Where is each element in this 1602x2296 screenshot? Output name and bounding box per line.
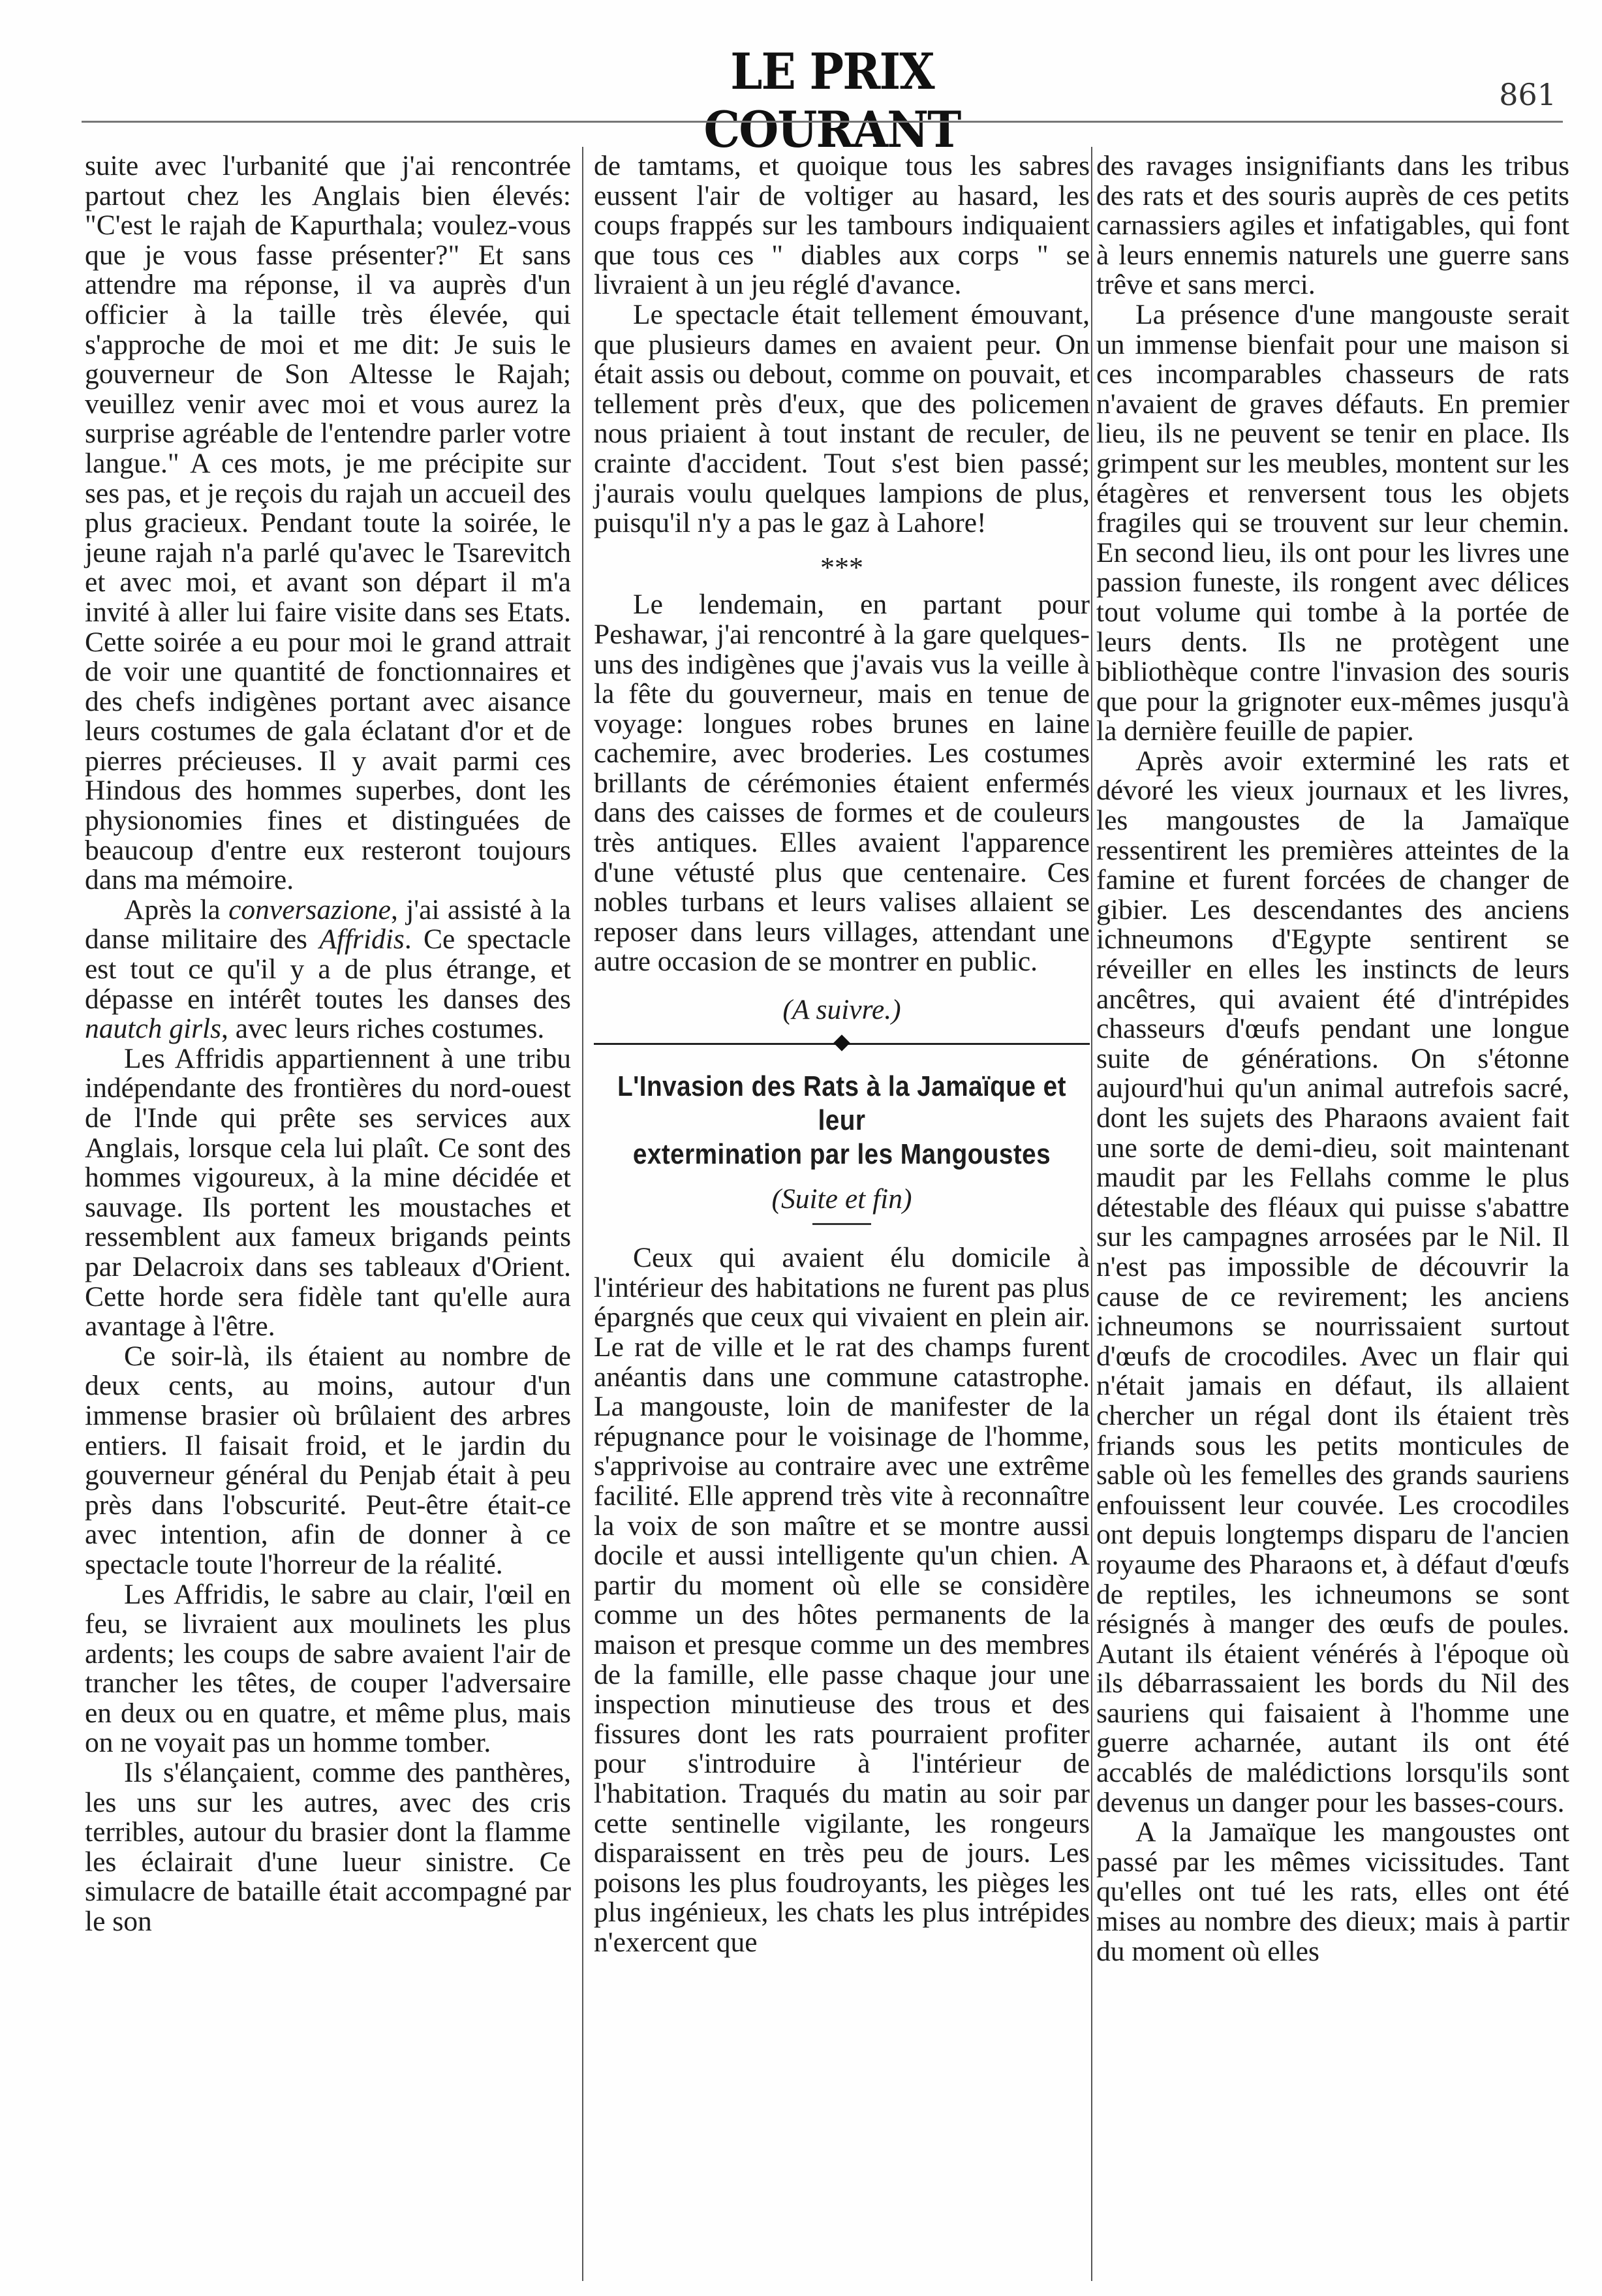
article-subtitle: (Suite et fin)	[771, 1183, 912, 1215]
text-run: , j'ai assisté à la danse militaire des	[85, 893, 571, 955]
text-run: . Ce spectacle est tout ce qu'il y a de plus étrange, et dépasse en intérêt toutes les danses des	[85, 923, 571, 1015]
paragraph: Le lendemain, en partant pour Peshawar, j'ai rencontré à la gare quelques-uns des indigènes que j'avais vus la veille à la fête du gouverneur, mais en tenue de voyage: longues robes brunes en laine cachemire, avec broderies. Les costumes brillants de cérémonies étaient enfermés dans des caisses de formes et de couleurs très antiques. Elles avaient l'apparence d'une vétusté plus que centenaire. Ces nobles turbans et leurs valises allaient se reposer dans leurs villages, attendant une autre occasion de se montrer en public.	[594, 589, 1090, 978]
paragraph: Ceux qui avaient élu domicile à l'intérieur des habitations ne furent pas plus épargnés que ceux qui vivaient en plein air. Le rat de ville et le rat des champs furent anéantis dans une commune catastrophe. La mangouste, loin de manifester de la répugnance pour le voisinage de l'homme, s'apprivoise au contraire avec une extrême facilité. Elle apprend très vite à reconnaître la voix de son maître et se montre aussi docile et aussi intelligente qu'un chien. A partir du moment où elle se considère comme un des hôtes permanents de la maison et presque comme un des membres de la famille, elle passe chaque jour une inspection minutieuse des trous et des fissures dont les rats pourraient profiter pour s'introduire à l'intérieur de l'habitation. Traqués du matin au soir par cette sentinelle vigilante, les rongeurs disparaissent en très peu de jours. Les poisons les plus foudroyants, les pièges les plus ingénieux, les chats les plus intrépides n'exercent que	[594, 1242, 1090, 1958]
column-3	[1096, 151, 1569, 1966]
paragraph: La présence d'une mangouste serait un immense bienfait pour une maison si ces incomparables chasseurs de rats n'avaient de graves défauts. En premier lieu, ils ne peuvent se tenir en place. Ils grimpent sur les meubles, montent sur les étagères et renversent tous les objets fragiles qui se trouvent sur leur chemin. En second lieu, ils ont pour les livres une passion funeste, ils rongent avec délices tout volume qui tombe à la portée de leurs dents. Ils ne protègent une bibliothèque contre l'invasion des souris que pour la grignoter eux-mêmes jusqu'à la dernière feuille de papier.	[1096, 298, 1569, 747]
paragraph: Le spectacle était tellement émouvant, que plusieurs dames en avaient peur. On était assis ou debout, comme on pouvait, et tellement près d'eux, que des policemen nous priaient à tout instant de reculer, de crainte d'accident. Tout s'est bien passé; j'aurais voulu quelques lampions de plus, puisqu'il n'y a pas le gaz à Lahore!	[594, 298, 1090, 539]
diamond-ornament-icon	[833, 1034, 850, 1051]
paragraph: des ravages insignifiants dans les tribus des rats et des souris auprès de ces petits carnassiers agiles et infatigables, qui font à leurs ennemis naturels une guerre sans trêve et sans merci.	[1096, 150, 1569, 301]
to-be-continued-note: (A suivre.)	[782, 994, 901, 1026]
heading-line: extermination par les Mangoustes	[632, 1138, 1051, 1170]
page-number: 861	[1499, 77, 1556, 112]
paragraph: Ce soir-là, ils étaient au nombre de deux cents, au moins, autour d'un immense brasier où brûlaient des arbres entiers. Il faisait froid, et le jardin du gouverneur général du Penjab était à peu près dans l'obscurité. Peut-être était-ce avec intention, afin de donner à ce spectacle toute l'horreur de la réalité.	[85, 1340, 571, 1580]
heading-line: L'Invasion des Rats à la Jamaïque et leur	[617, 1070, 1066, 1136]
paragraph: Les Affridis, le sabre au clair, l'œil en feu, se livraient aux moulinets les plus ardents; les coups de sabre avaient l'air de trancher les têtes, de couper l'adversaire en deux ou en quatre, et même plus, mais on ne voyait pas un homme tomber.	[85, 1578, 571, 1759]
column-2	[594, 151, 1090, 1957]
paragraph: suite avec l'urbanité que j'ai rencontrée partout chez les Anglais bien élevés: "C'est le rajah de Kapurthala; voulez-vous que je vous fasse présenter?" Et sans attendre ma réponse, il va auprès d'un officier à la taille très élevée, qui s'approche de moi et me dit: Je suis le gouverneur de Son Altesse le Rajah; veuillez venir avec moi et vous aurez la surprise agréable de l'entendre parler votre langue." A ces mots, je me précipite sur ses pas, et je reçois du rajah un accueil des plus gracieux. Pendant toute la soirée, le jeune rajah n'a parlé qu'avec le Tsarevitch et avec moi, et avant son départ il m'a invité à aller lui faire visite dans ses Etats. Cette soirée a eu pour moi le grand attrait de voir une quantité de fonctionnaires et des chefs indigènes portant avec aisance leurs costumes de gala éclatant d'or et de pierres précieuses. Il y avait parmi ces Hindous des hommes superbes, dont les physionomies fines et distinguées de beaucoup d'entre eux resteront toujours dans ma mémoire.	[85, 150, 571, 896]
short-rule	[812, 1223, 871, 1225]
column-divider-1	[582, 147, 583, 2281]
column-1	[85, 151, 571, 1937]
header-rule	[82, 121, 1563, 123]
newspaper-title: LE PRIX COURANT	[703, 42, 961, 159]
masthead	[0, 0, 1602, 159]
emphasis: nautch girls	[85, 1013, 222, 1045]
paragraph	[85, 895, 571, 1044]
column-divider-2	[1091, 147, 1092, 2281]
emphasis: conversazione	[228, 893, 391, 925]
text-run: Après la	[124, 893, 229, 925]
article-separator	[594, 1037, 1090, 1050]
article-heading	[606, 1070, 1077, 1171]
paragraph: Après avoir exterminé les rats et dévoré les vieux journaux et les livres, les mangoustes de la Jamaïque ressentirent les premières atteintes de la famine et furent forcées de changer de gibier. Les descendantes des anciens ichneumons d'Egypte sentirent se réveiller en elles les instincts de leurs ancêtres, qui avaient été d'intrépides chasseurs d'œufs pendant une longue suite de générations. On s'étonne aujourd'hui qu'un animal autrefois sacré, dont les sujets des Pharaons avaient fait une sorte de demi-dieu, soit maintenant maudit par les Fellahs comme le plus détestable des fléaux qui puisse s'abattre sur les campagnes arrosées par le Nil. Il n'est pas impossible de découvrir la cause de ce revirement; les anciens ichneumons se nourrissaient surtout d'œufs de crocodiles. Avec un flair qui n'était jamais en défaut, ils allaient chercher un régal dont ils étaient très friands sous les petits monticules de sable où les femelles des grands sauriens enfouissent leur couvée. Les crocodiles ont depuis longtemps disparu de l'ancien royaume des Pharaons et, à défaut d'œufs de reptiles, les ichneumons se sont résignés à manger des œufs de poules. Autant ils étaient vénérés à l'époque où ils débarrassaient les bords du Nil des sauriens qui faisaient à l'homme une guerre acharnée, autant ils ont été accablés de malédictions lorsqu'ils sont devenus un danger pour les basses-cours.	[1096, 745, 1569, 1818]
paragraph: Ils s'élançaient, comme des panthères, les uns sur les autres, avec des cris terribles, autour du brasier dont la flamme les éclairait d'une lueur sinistre. Ce simulacre de bataille était accompagné par le son	[85, 1757, 571, 1938]
paragraph: de tamtams, et quoique tous les sabres eussent l'air de voltiger au hasard, les coups frappés sur les tambours indiquaient que tous ces " diables aux corps " se livraient à un jeu réglé d'avance.	[594, 150, 1090, 301]
emphasis: Affridis	[319, 923, 405, 955]
paragraph: A la Jamaïque les mangoustes ont passé par les mêmes vicissitudes. Tant qu'elles ont tué les rats, elles ont été mises au nombre des dieux; mais à partir du moment où elles	[1096, 1816, 1569, 1967]
paragraph: Les Affridis appartiennent à une tribu indépendante des frontières du nord-ouest de l'Inde qui prête ses services aux Anglais, lorsque cela lui plaît. Ce sont des hommes vigoureux, à la mine décidée et sauvage. Ils portent les moustaches et ressemblent aux fameux brigands peints par Delacroix dans ses tableaux d'Orient. Cette horde sera fidèle tant qu'elle aura avantage à l'être.	[85, 1042, 571, 1342]
text-run: , avec leurs riches costumes.	[221, 1013, 545, 1045]
section-separator-stars: ***	[820, 551, 863, 583]
